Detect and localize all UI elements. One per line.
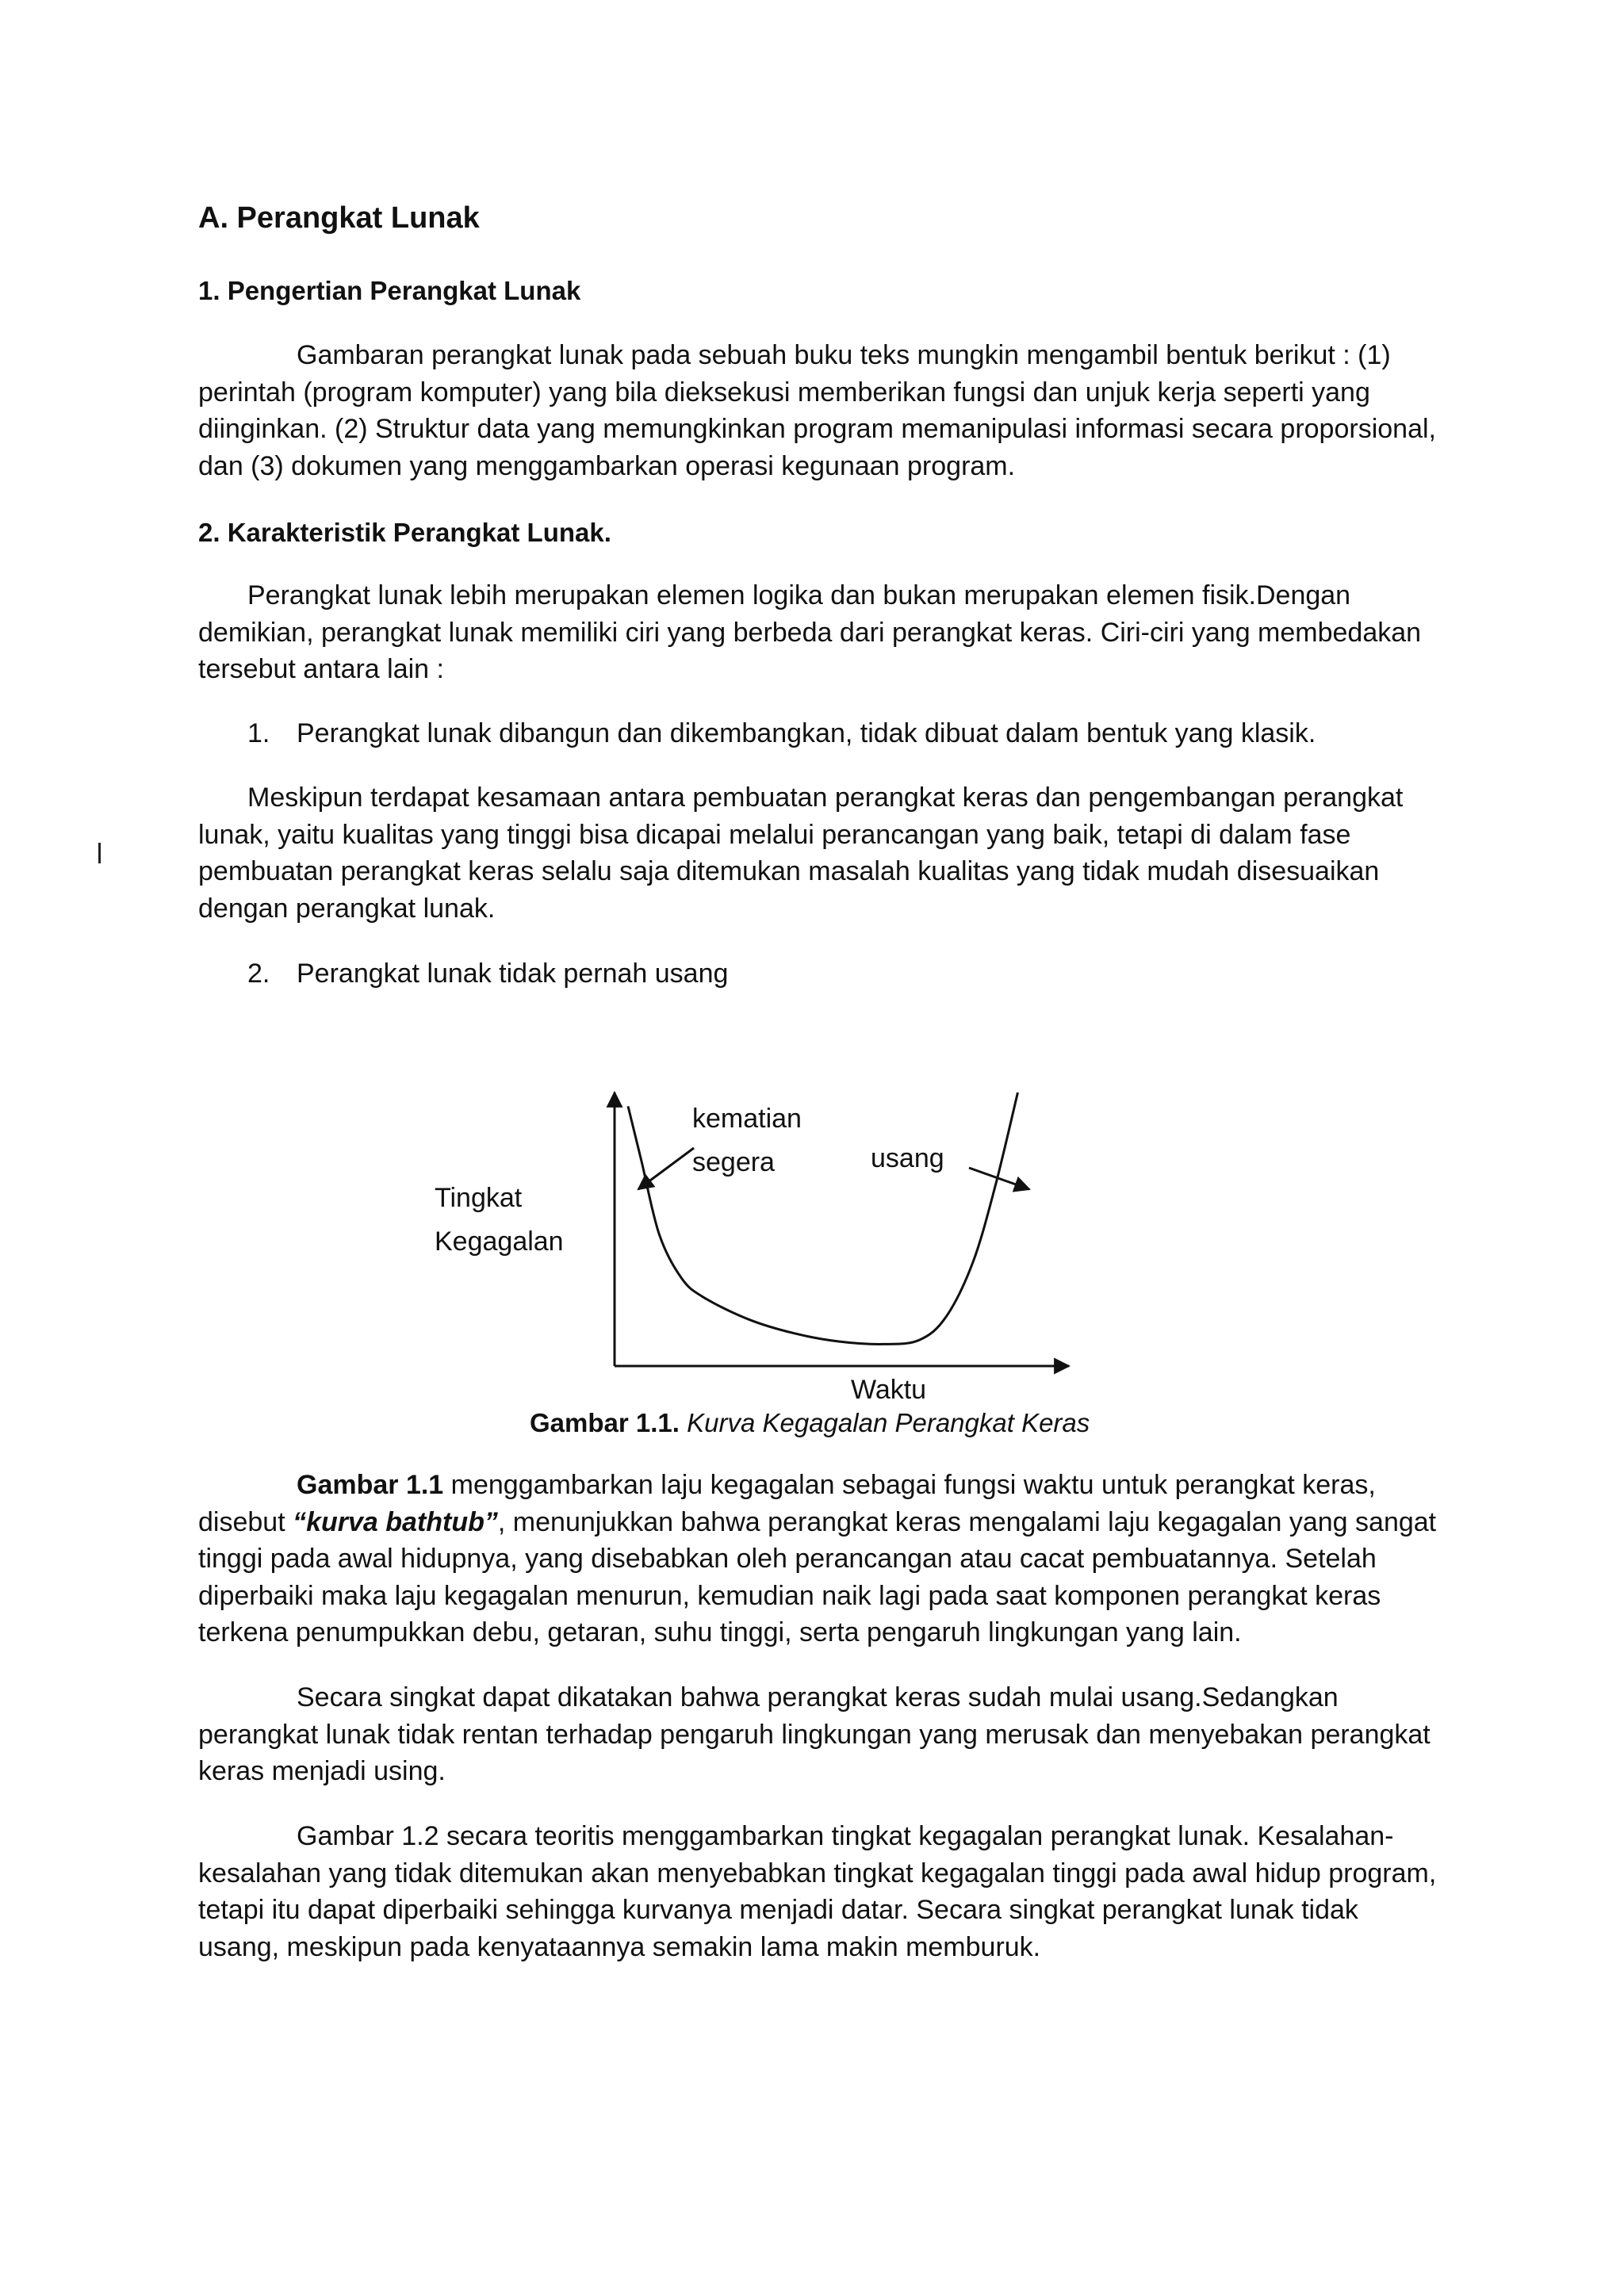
- paragraph-quality-text: Meskipun terdapat kesamaan antara pembuatan perangkat keras dan pengembangan perangkat lunak, yaitu kualitas yang tinggi bisa dicapai melalui perancangan yang baik, tetapi di dalam fase pembuatan perangkat keras selalu saja ditemukan masalah kualitas yang tidak mudah disesuaikan dengan perangkat lunak.: [198, 783, 1404, 924]
- paragraph-bathtub-term: “kurva bathtub”: [293, 1506, 498, 1537]
- paragraph-software-curve: [198, 1818, 1443, 1965]
- figure-caption-title: Kurva Kegagalan Perangkat Keras: [687, 1408, 1090, 1437]
- y-axis-label-line2: Kegagalan: [435, 1226, 564, 1257]
- annotation-segera: segera: [692, 1147, 775, 1177]
- failure-rate-curve: [628, 1093, 1018, 1344]
- paragraph-bathtub-text2: , menunjukkan bahwa perangkat keras mengalami laju kegagalan yang sangat tinggi pada awal hidupnya, yang disebabkan oleh perancangan atau cacat pembuatannya. Setelah diperbaiki maka laju kegagalan menurun, kemudian naik lagi pada saat komponen perangkat keras terkena penumpukkan debu, getaran, suhu tinggi, serta pengaruh lingkungan yang lain.: [198, 1506, 1437, 1647]
- subsection-heading-2: 2. Karakteristik Perangkat Lunak.: [198, 518, 611, 547]
- annotation-usang: usang: [871, 1143, 944, 1173]
- paragraph-bathtub: [198, 1467, 1443, 1651]
- paragraph-software-curve-text: Gambar 1.2 secara teoritis menggambarkan tingkat kegagalan perangkat lunak. Kesalahan-kesalahan yang tidak ditemukan akan menyebabkan tingkat kegagalan tinggi pada awal hidup program, tetapi itu dapat diperbaiki sehingga kurvanya menjadi datar. Secara singkat perangkat lunak tidak usang, meskipun pada kenyataannya semakin lama makin memburuk.: [198, 1821, 1437, 1962]
- figure-caption: [530, 1406, 1090, 1441]
- figure-caption-label: Gambar 1.1.: [530, 1408, 680, 1437]
- subsection-heading-1: 1. Pengertian Perangkat Lunak: [198, 276, 581, 305]
- x-axis-label: Waktu: [851, 1375, 927, 1405]
- arrow-kematian-segera: [638, 1148, 694, 1189]
- paragraph-definition-text: Gambaran perangkat lunak pada sebuah buku teks mungkin mengambil bentuk berikut : (1) perintah (program komputer) yang bila dieksekusi memberikan fungsi dan unjuk kerja seperti yang diinginkan. (2) Struktur data yang memungkinkan program memanipulasi informasi secara proporsional, dan (3) dokumen yang menggambarkan operasi kegunaan program.: [198, 340, 1436, 481]
- paragraph-summary-text: Secara singkat dapat dikatakan bahwa perangkat keras sudah mulai usang.Sedangkan perangkat lunak tidak rentan terhadap pengaruh lingkungan yang merusak dan menyebakan perangkat keras menjadi using.: [198, 1682, 1431, 1786]
- paragraph-bathtub-lead: Gambar 1.1: [297, 1470, 444, 1500]
- y-axis-label-line1: Tingkat: [435, 1183, 523, 1213]
- list-item-2-text: Perangkat lunak tidak pernah usang: [297, 959, 729, 989]
- list-item-1-text: Perangkat lunak dibangun dan dikembangkan, tidak dibuat dalam bentuk yang klasik.: [297, 718, 1316, 748]
- section-title: A. Perangkat Lunak: [198, 201, 480, 235]
- list-item-1-number: 1.: [247, 718, 270, 748]
- paragraph-characteristics-text: Perangkat lunak lebih merupakan elemen logika dan bukan merupakan elemen fisik.Dengan demikian, perangkat lunak memiliki ciri yang berbeda dari perangkat keras. Ciri-ciri yang membedakan tersebut antara lain :: [198, 580, 1422, 684]
- paragraph-bathtub-text1: menggambarkan laju kegagalan sebagai fungsi waktu untuk perangkat keras, disebut: [198, 1470, 1376, 1537]
- paragraph-summary: [198, 1679, 1443, 1790]
- list-item-2-number: 2.: [247, 959, 270, 989]
- annotation-kematian: kematian: [692, 1104, 802, 1134]
